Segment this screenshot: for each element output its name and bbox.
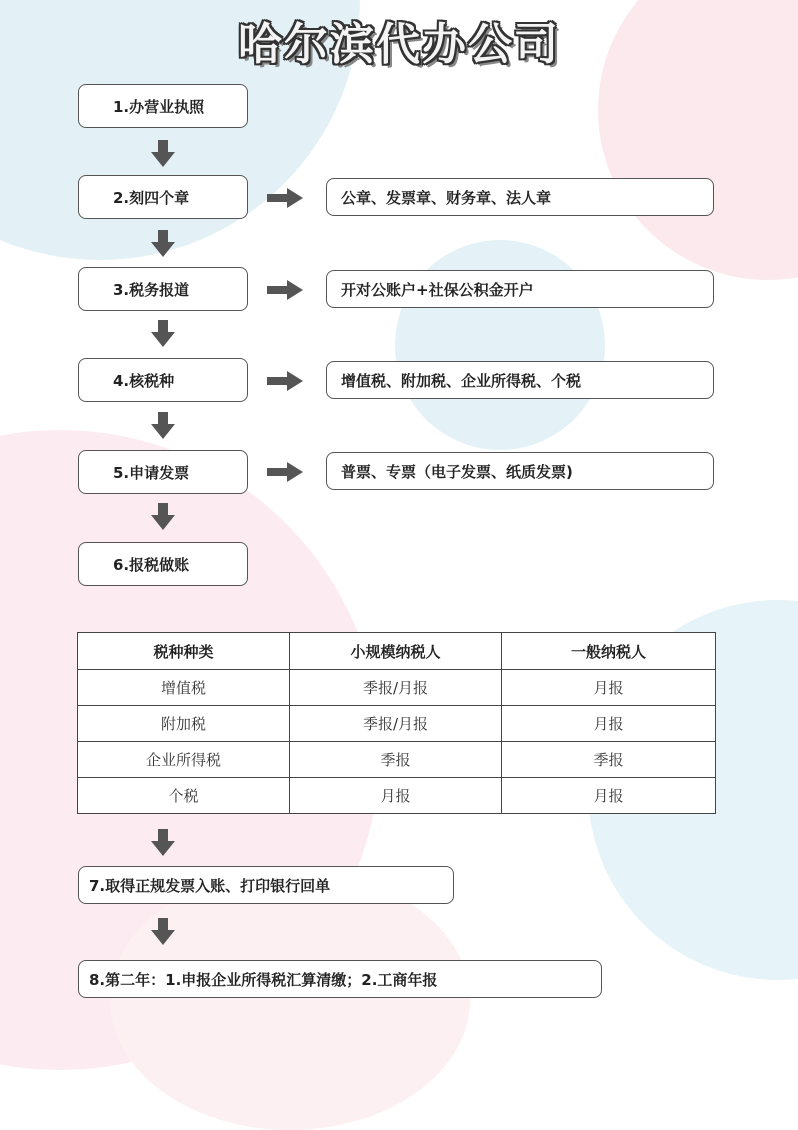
table-cell: 企业所得税 — [78, 742, 290, 778]
step-5-box: 5.申请发票 — [78, 450, 248, 494]
table-cell: 季报 — [290, 742, 502, 778]
step-6-box: 6.报税做账 — [78, 542, 248, 586]
table-cell: 月报 — [502, 778, 716, 814]
table-cell: 增值税 — [78, 670, 290, 706]
tax-type-table — [77, 632, 716, 814]
table-cell: 季报/月报 — [290, 670, 502, 706]
table-header-row — [78, 633, 716, 670]
step-7-box: 7.取得正规发票入账、打印银行回单 — [78, 866, 454, 904]
table-cell: 月报 — [290, 778, 502, 814]
header-tax-type: 税种种类 — [78, 633, 290, 670]
arrow-right-icon — [267, 188, 303, 208]
table-cell: 月报 — [502, 706, 716, 742]
table-cell: 季报/月报 — [290, 706, 502, 742]
step-3-detail-box: 开对公账户+社保公积金开户 — [326, 270, 714, 308]
arrow-right-icon — [267, 462, 303, 482]
bg-circle-pink-bottom — [110, 870, 470, 1130]
table-cell: 附加税 — [78, 706, 290, 742]
step-1-box: 1.办营业执照 — [78, 84, 248, 128]
table-row — [78, 742, 716, 778]
table-cell: 月报 — [502, 670, 716, 706]
arrow-down-icon — [151, 503, 175, 531]
table-cell: 个税 — [78, 778, 290, 814]
table-cell: 季报 — [502, 742, 716, 778]
step-2-box: 2.刻四个章 — [78, 175, 248, 219]
step-4-box: 4.核税种 — [78, 358, 248, 402]
page-title: 哈尔滨代办公司 — [238, 19, 560, 70]
step-8-box: 8.第二年：1.申报企业所得税汇算清缴；2.工商年报 — [78, 960, 602, 998]
arrow-down-icon — [151, 320, 175, 348]
table-row — [78, 670, 716, 706]
arrow-down-icon — [151, 829, 175, 857]
step-5-detail-box: 普票、专票（电子发票、纸质发票) — [326, 452, 714, 490]
arrow-right-icon — [267, 371, 303, 391]
arrow-right-icon — [267, 280, 303, 300]
header-general: 一般纳税人 — [502, 633, 716, 670]
arrow-down-icon — [151, 230, 175, 258]
table-row — [78, 778, 716, 814]
arrow-down-icon — [151, 140, 175, 168]
table-row — [78, 706, 716, 742]
arrow-down-icon — [151, 918, 175, 946]
arrow-down-icon — [151, 412, 175, 440]
header-small-scale: 小规模纳税人 — [290, 633, 502, 670]
step-4-detail-box: 增值税、附加税、企业所得税、个税 — [326, 361, 714, 399]
step-2-detail-box: 公章、发票章、财务章、法人章 — [326, 178, 714, 216]
step-3-box: 3.税务报道 — [78, 267, 248, 311]
